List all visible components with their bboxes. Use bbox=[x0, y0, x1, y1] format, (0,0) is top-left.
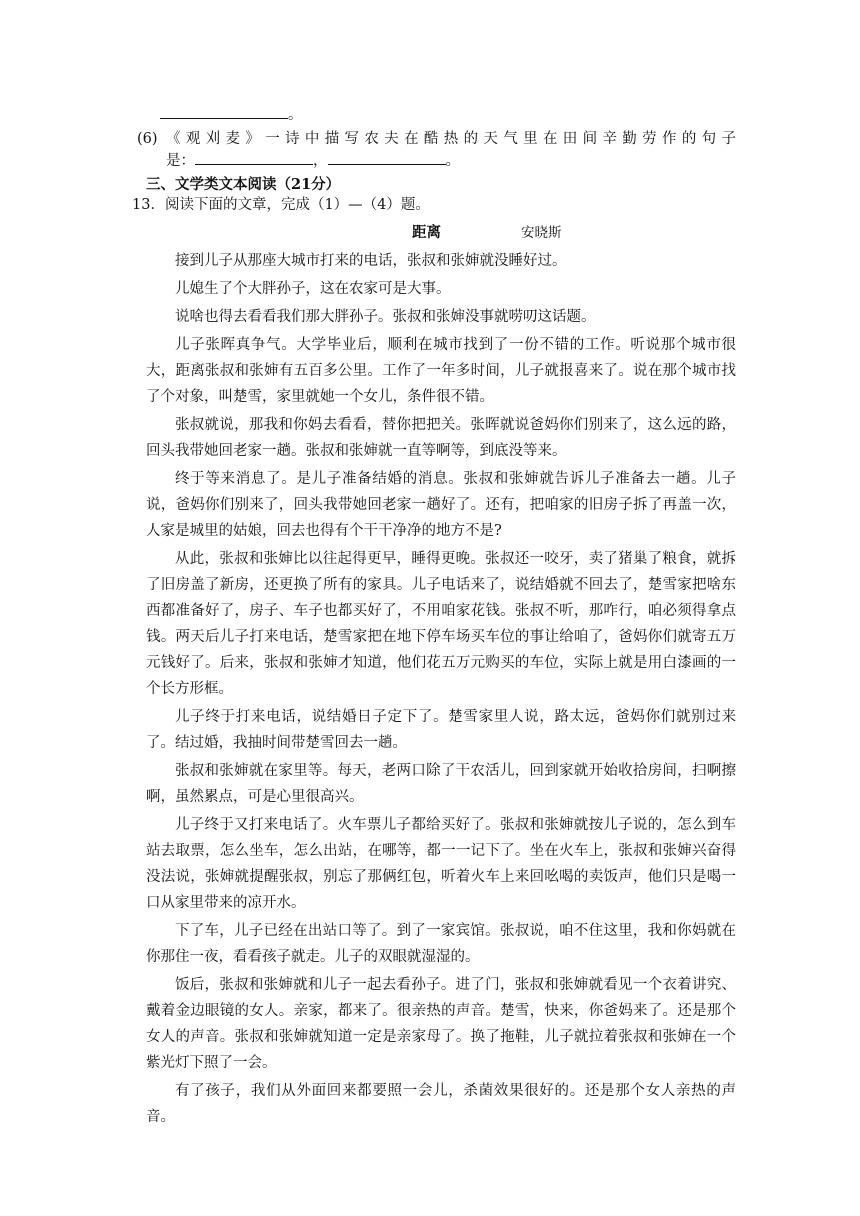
answer-blank-1[interactable] bbox=[195, 150, 313, 165]
question-6-text: 《观刈麦》一诗中描写农夫在酷热的天气里在田间辛勤劳作的句子 bbox=[166, 131, 736, 147]
paragraph: 儿子张晖真争气。大学毕业后，顺利在城市找到了一份不错的工作。听说那个城市很大，距离张叔和张婶有五百多公里。工作了一年多时间，儿子就报喜来了。说在那个城市找了个对象，叫楚雪，家里就她一个女儿，条件很不错。 bbox=[146, 337, 736, 405]
answer-period: 。 bbox=[445, 153, 460, 169]
answer-blank-line bbox=[146, 104, 736, 125]
paragraph: 张叔和张婶就在家里等。每天，老两口除了干农活儿，回到家就开始收拾房间，扫啊擦啊，虽然累点，可是心里很高兴。 bbox=[146, 763, 736, 805]
answer-blank[interactable] bbox=[160, 104, 288, 119]
paragraph: 张叔就说，那我和你妈去看看，替你把把关。张晖就说爸妈你们别来了，这么远的路，回头我带她回老家一趟。张叔和张婶就一直等啊等，到底没等来。 bbox=[146, 417, 736, 459]
paragraph: 接到儿子从那座大城市打来的电话，张叔和张婶就没睡好过。 bbox=[175, 253, 567, 269]
question-number: (6) bbox=[137, 131, 158, 147]
paragraph: 说啥也得去看看我们那大胖孙子。张叔和张婶没事就唠叨这话题。 bbox=[175, 309, 596, 325]
question-6 bbox=[137, 129, 736, 150]
answer-prefix: 是： bbox=[166, 153, 195, 169]
paragraph: 儿子终于又打来电话了。火车票儿子都给买好了。张叔和张婶就按儿子说的，怎么到车站去取票，怎么坐车，怎么出站，在哪等，都一一记下了。坐在火车上，张叔和张婶兴奋得没法说，张婶就提醒张叔，别忘了那俩红包，听着火车上来回吆喝的卖饭声，他们只是喝一口从家里带来的凉开水。 bbox=[146, 817, 736, 911]
answer-blank-2[interactable] bbox=[328, 150, 446, 165]
story-title-row bbox=[146, 221, 736, 242]
question-6-answer-line bbox=[146, 150, 736, 171]
paragraph: 下了车，儿子已经在出站口等了。到了一家宾馆。张叔说，咱不住这里，我和你妈就在你那住一夜，看看孩子就走。儿子的双眼就湿湿的。 bbox=[146, 923, 736, 965]
answer-comma: ， bbox=[313, 153, 328, 169]
paragraph: 有了孩子，我们从外面回来都要照一会儿，杀菌效果很好的。还是那个女人亲热的声音。 bbox=[146, 1083, 736, 1125]
paragraph: 终于等来消息了。是儿子准备结婚的消息。张叔和张婶就告诉儿子准备去一趟。儿子说，爸妈你们别来了，回头我带她回老家一趟好了。还有，把咱家的旧房子拆了再盖一次，人家是城里的姑娘，回去也得有个干干净净的地方不是? bbox=[146, 471, 736, 539]
paragraph: 儿子终于打来电话，说结婚日子定下了。楚雪家里人说，路太远，爸妈你们就别过来了。结过婚，我抽时间带楚雪回去一趟。 bbox=[146, 709, 736, 751]
paragraph: 儿媳生了个大胖孙子，这在农家可是大事。 bbox=[175, 281, 451, 297]
question-intro: 13．阅读下面的文章，完成（1）—（4）题。 bbox=[132, 197, 430, 213]
section-heading: 三、文学类文本阅读（21分） bbox=[146, 176, 341, 193]
paragraph: 饭后，张叔和张婶就和儿子一起去看孙子。进了门，张叔和张婶就看见一个衣着讲究、戴着金边眼镜的女人。亲家，都来了。很亲热的声音。楚雪，快来，你爸妈来了。还是那个女人的声音。张叔和张婶就知道一定是亲家母了。换了拖鞋，儿子就拉着张叔和张婶在一个紫光灯下照了一会。 bbox=[146, 977, 736, 1071]
story-author: 安晓斯 bbox=[521, 225, 562, 241]
blank-period: 。 bbox=[288, 107, 303, 123]
paragraph: 从此，张叔和张婶比以往起得更早，睡得更晚。张叔还一咬牙，卖了猪巢了粮食，就拆了旧房盖了新房，还更换了所有的家具。儿子电话来了，说结婚就不回去了，楚雪家把啥东西都准备好了，房子、车子也都买好了，不用咱家花钱。张叔不听，那咋行，咱必须得拿点钱。两天后儿子打来电话，楚雪家把在地下停车场买车位的事让给咱了，爸妈你们就寄五万元钱好了。后来，张叔和张婶才知道，他们花五万元购买的车位，实际上就是用白漆画的一个长方形框。 bbox=[146, 551, 736, 697]
story-title: 距离 bbox=[412, 224, 441, 241]
exam-page bbox=[132, 104, 736, 1132]
